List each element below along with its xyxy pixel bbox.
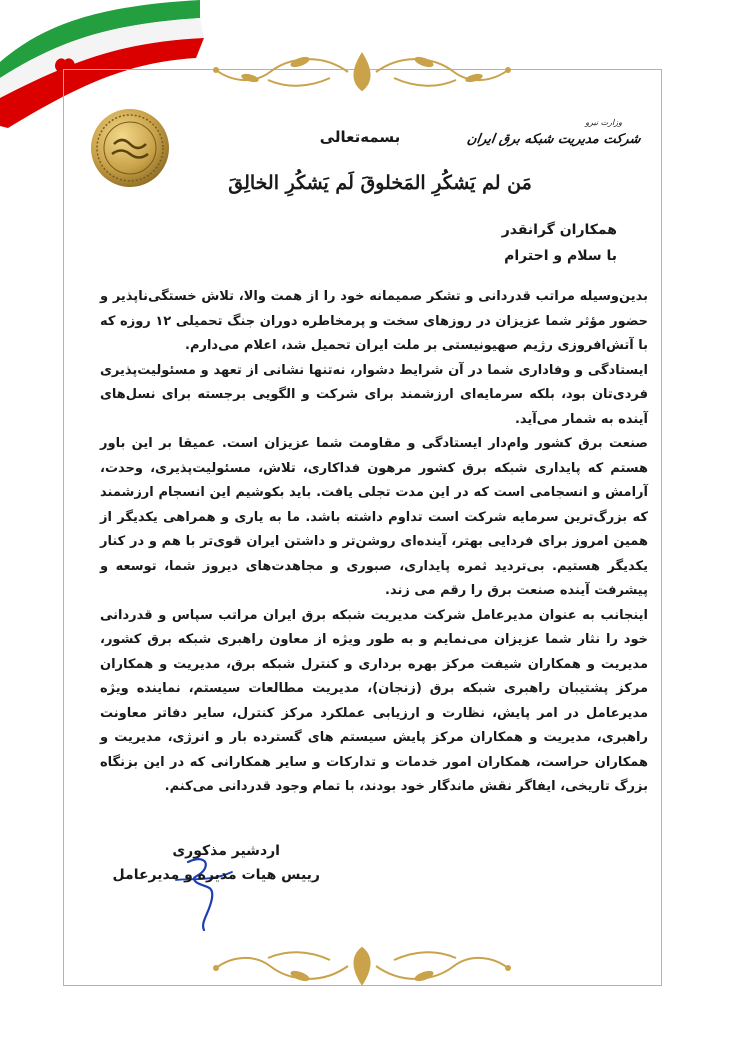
bismillah-heading: بسمه‌تعالی — [319, 128, 401, 146]
signatory-name: اردشیر مذکوری — [172, 843, 280, 859]
gold-seal-emblem — [90, 108, 170, 188]
paragraph: صنعت برق کشور وام‌دار ایستادگی و مقاومت شما عزیزان است. عمیقا بر این باور هستم که پایداری شبکه برق کشور مرهون فداکاری، تلاش، مسئولیت‌پذیری، وحدت، آرامش و انسجامی است که در این مدت تجلی یافت. باید بکوشیم این انسجام ارزشمند که بزرگ‌ترین سرمایه شرکت است تداوم داشته باشد. ما به یاری و همراهی یکدیگر از همین امروز برای فردایی بهتر، آینده‌ای روشن‌تر و داشتن ایران قوی‌تر با هم و در کنار یکدیگر هستیم. بی‌تردید ثمره پایداری، صبوری و مجاهدت‌های دیروز شما، توسعه و پیشرفت آینده صنعت برق را رقم می زند. — [100, 436, 648, 598]
company-logo — [465, 118, 642, 178]
bottom-ornament — [210, 944, 515, 990]
logo-company-name: شرکت مدیریت شبکه برق ایران — [465, 132, 642, 147]
hadith-verse: مَن لم یَشکُرِ المَخلوقَ لَم یَشکُرِ الخالِقَ — [228, 172, 532, 194]
paragraph: بدین‌وسیله مراتب قدردانی و تشکر صمیمانه خود را از همت والا، تلاش خستگی‌ناپذیر و حضور مؤثر شما عزیزان در روزهای سخت و پرمخاطره دوران جنگ تحمیلی ۱۲ روزه که با آتش‌افروزی رژیم صهیونیستی بر ملت ایران تحمیل شد، اعلام می‌دارم. — [100, 289, 648, 353]
top-ornament — [210, 48, 515, 94]
logo-ministry: وزارت نیرو — [585, 118, 622, 127]
salutation: با سلام و احترام — [504, 248, 617, 264]
addressee: همکاران گرانقدر — [501, 222, 617, 238]
paragraph: اینجانب به عنوان مدیرعامل شرکت مدیریت شبکه برق ایران مراتب سپاس و قدردانی خود را نثار شما عزیزان می‌نمایم و به طور ویژه از معاون راهبری شبکه برق کشور، مدیریت و همکاران شیفت مرکز بهره برداری و کنترل شبکه برق، مدیریت و همکاران مرکز پشتیبان راهبری شبکه برق (زنجان)، مدیریت مطالعات سیستم، نماینده ویژه مدیرعامل در امر پایش، نظارت و ارزیابی عملکرد مرکز کنترل، سایر دفاتر معاونت راهبری، مدیریت و همکاران مرکز پایش سیستم های گسترده بار و انرژی، مدیریت و همکاران حراست، همکاران امور خدمات و تدارکات و سایر همکارانی که در این بزنگاه بزرگ تاریخی، ایفاگر نقش ماندگار خود بودند، با تمام وجود قدردانی می‌کنم. — [100, 607, 648, 794]
paragraph: ایستادگی و وفاداری شما در آن شرایط دشوار، نه‌تنها نشانی از تعهد و مسئولیت‌پذیری فردی‌تان بود، بلکه سرمایه‌ای ارزشمند برای شرکت و الگویی برجسته برای نسل‌های آینده به شمار می‌آید. — [100, 362, 648, 427]
letter-body — [100, 285, 648, 800]
signatory-title: رییس هیات مدیره و مدیرعامل — [112, 867, 320, 883]
